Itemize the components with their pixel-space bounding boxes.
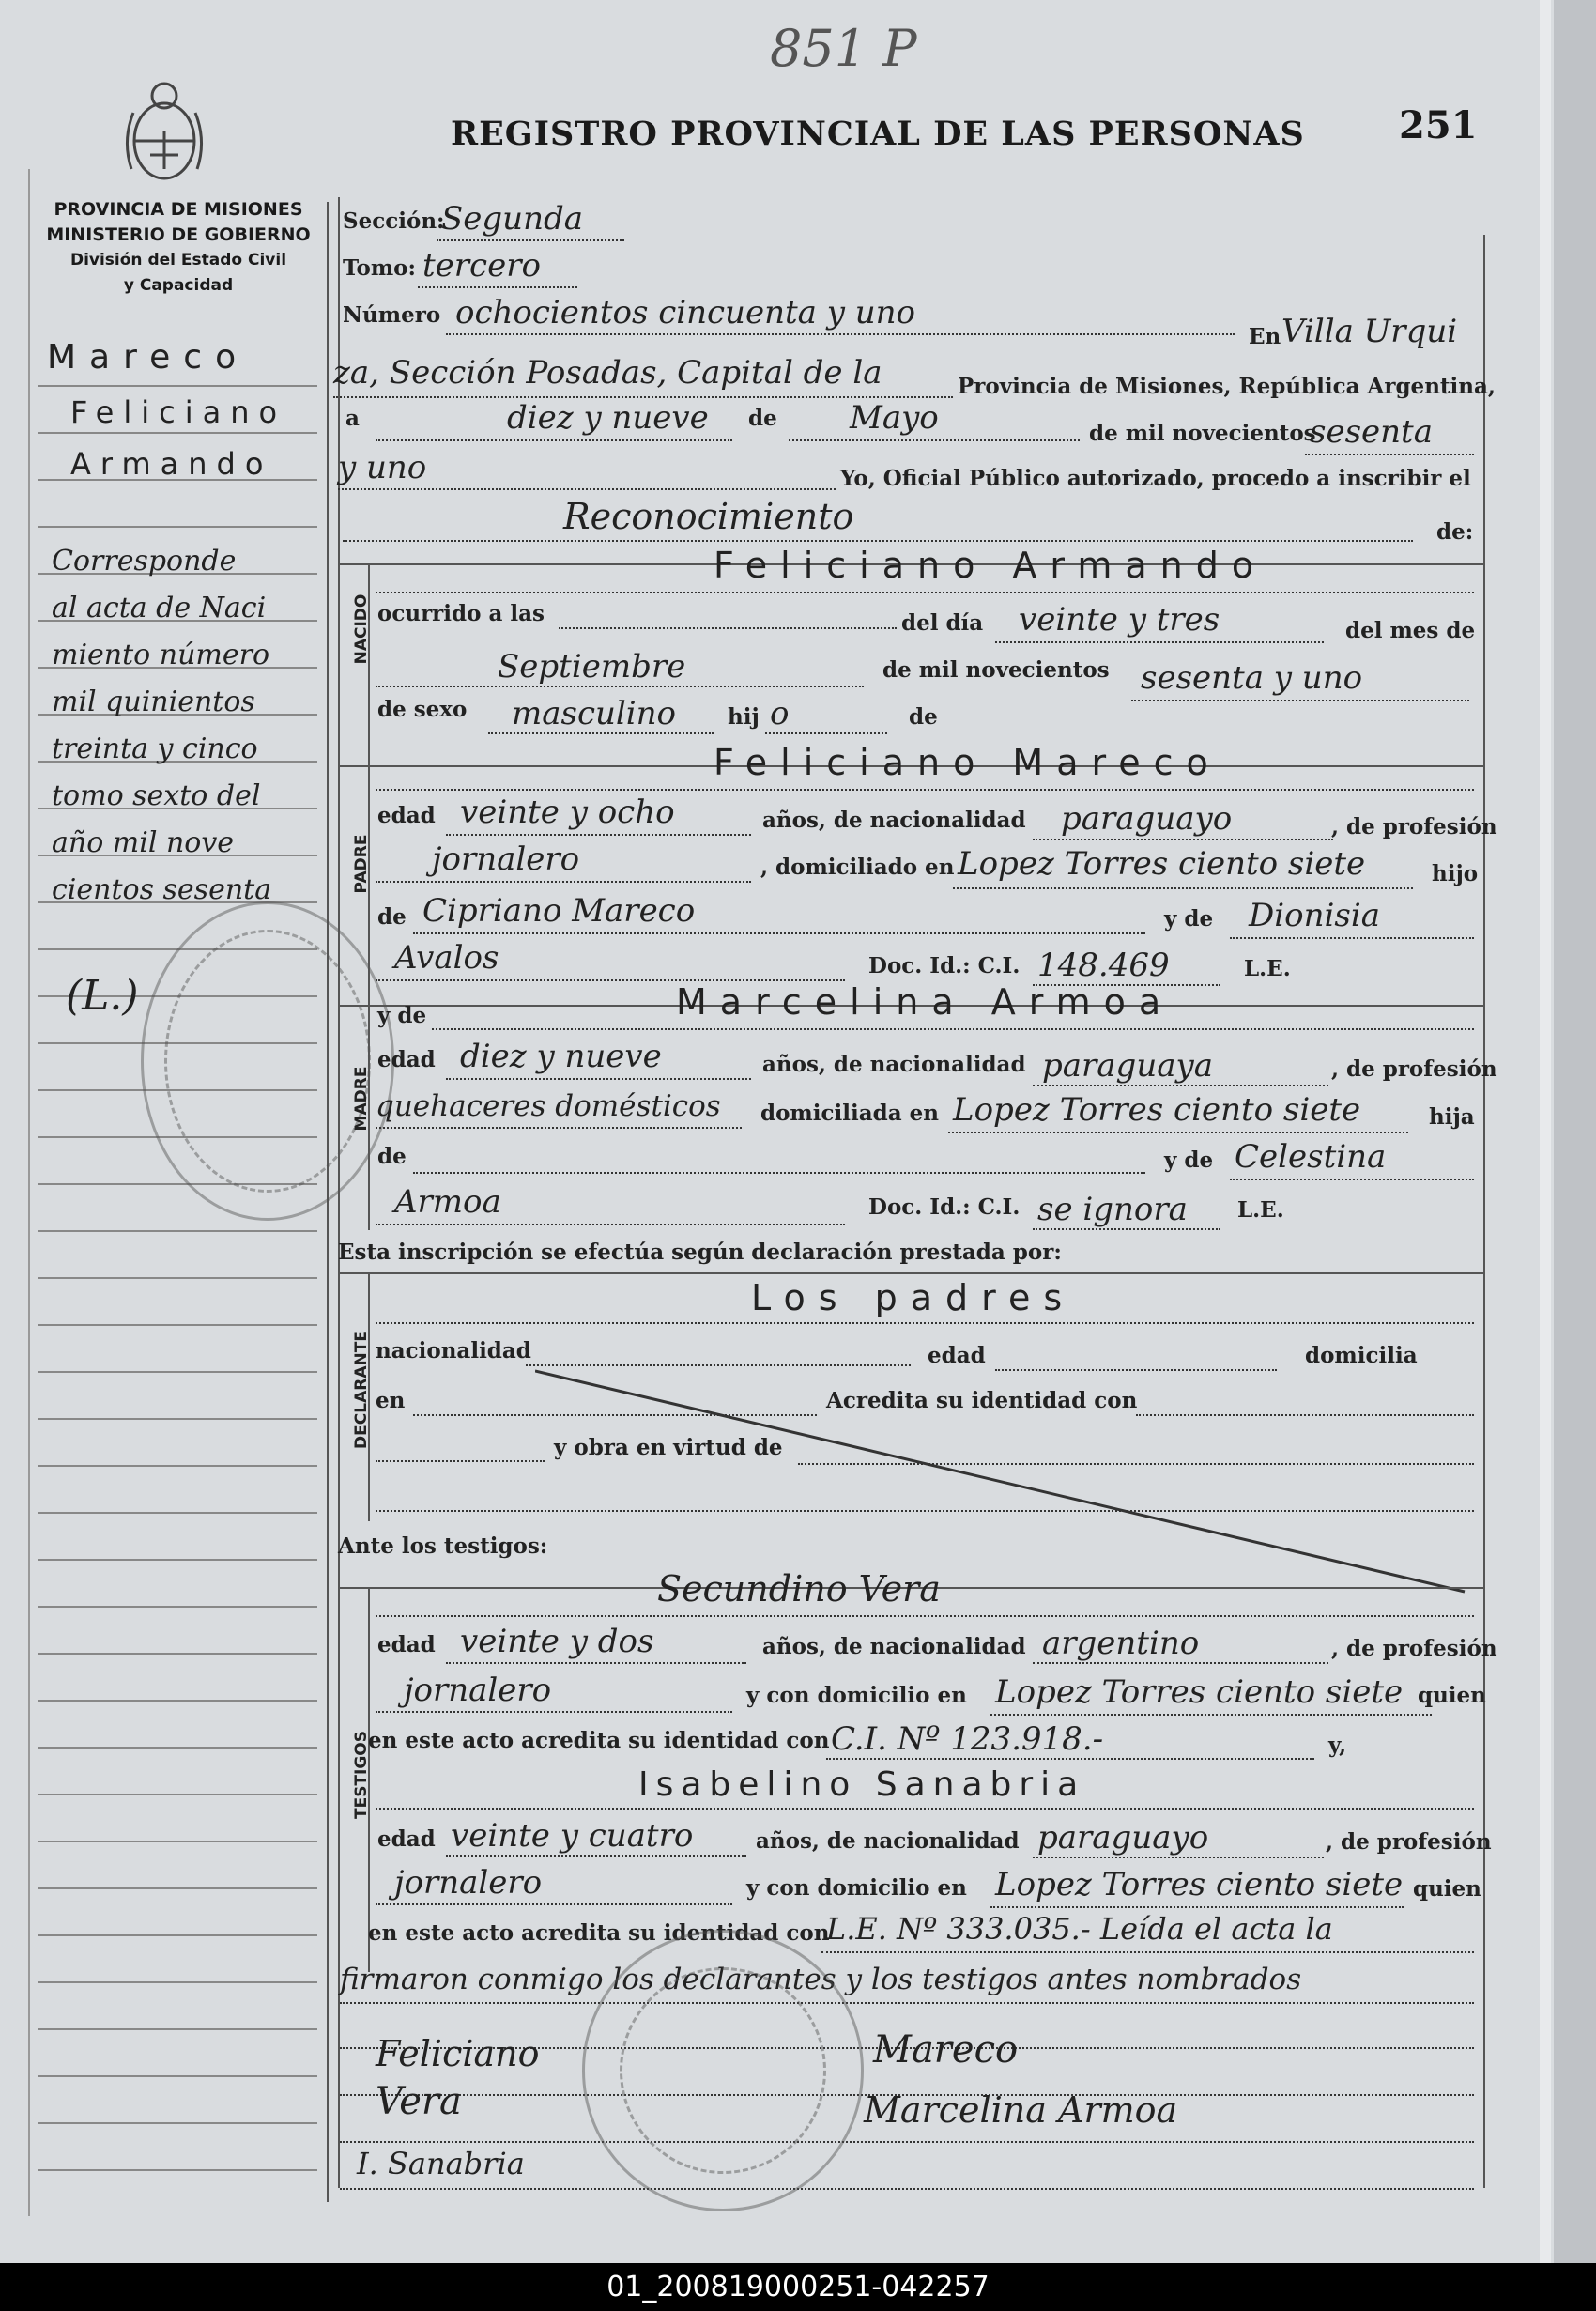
en-este-label: en este acto acredita su identidad con <box>368 1728 830 1753</box>
margin-note-line: tomo sexto del <box>52 779 261 812</box>
en-este-label: en este acto acredita su identidad con <box>368 1920 830 1946</box>
margin-note-line: treinta y cinco <box>52 732 258 765</box>
testigo1-name: Secundino Vera <box>657 1568 941 1610</box>
anios-nac-label: años, de nacionalidad <box>756 1828 1020 1854</box>
signature: Mareco <box>873 2028 1019 2072</box>
en2-label: en <box>376 1388 406 1413</box>
padre-name: Feliciano Mareco <box>714 742 1221 783</box>
del-mes-label: del mes de <box>1345 618 1476 643</box>
y-de-label: y de <box>1164 1148 1214 1173</box>
fill-line <box>437 239 624 241</box>
form-left-rule <box>338 197 340 2188</box>
lugar-value: za, Sección Posadas, Capital de la <box>333 354 882 392</box>
nacido-section-label: NACIDO <box>352 593 371 665</box>
fill-line <box>446 333 1235 335</box>
office-line: MINISTERIO DE GOBIERNO <box>46 224 311 245</box>
form-right-rule <box>1483 235 1485 2188</box>
hijo-label: hijo <box>1432 861 1479 886</box>
margin-note-line: año mil nove <box>52 826 235 859</box>
inscripcion-label: Esta inscripción se efectúa según declaración prestada por: <box>338 1240 1062 1265</box>
fill-line <box>413 932 1145 934</box>
en-value: Villa Urqui <box>1281 313 1458 350</box>
fill-line <box>376 1460 545 1462</box>
t2-id: L.E. Nº 333.035.- Leída el acta la <box>826 1911 1333 1947</box>
de-colon-label: de: <box>1436 519 1474 545</box>
fill-line <box>376 439 732 441</box>
de-label: de <box>377 1144 407 1169</box>
profesion-label: , de profesión <box>1326 1829 1492 1855</box>
fill-line <box>826 1758 1314 1760</box>
top-annotation: 851 P <box>770 19 917 78</box>
fill-line <box>1230 1179 1474 1180</box>
page-title: REGISTRO PROVINCIAL DE LAS PERSONAS <box>451 115 1305 153</box>
con-domicilio-label: y con domicilio en <box>746 1683 967 1708</box>
oficial-label: Yo, Oficial Público autorizado, procedo a inscribir el <box>840 466 1471 491</box>
page-edge <box>1540 0 1551 2263</box>
doc-id-label: Doc. Id.: C.I. <box>868 953 1021 978</box>
obra-label: y obra en virtud de <box>554 1435 783 1460</box>
y-label: y, <box>1328 1733 1347 1758</box>
fill-line <box>1033 1662 1328 1664</box>
de-label: de <box>377 904 407 930</box>
t1-edad: veinte y dos <box>460 1623 654 1660</box>
fill-line <box>376 1322 1474 1324</box>
fill-line <box>1131 700 1469 701</box>
del-dia-label: del día <box>901 610 984 636</box>
provincia-label: Provincia de Misiones, República Argentina, <box>958 374 1496 399</box>
fill-line <box>376 592 1474 593</box>
sexo-value: masculino <box>512 695 677 732</box>
fill-line <box>446 1078 751 1080</box>
fill-line <box>340 2141 1474 2143</box>
padre-nac: paraguayo <box>1061 800 1233 838</box>
left-border <box>28 169 30 2216</box>
de-label: y de <box>377 1003 427 1028</box>
fill-line <box>990 1906 1404 1908</box>
hij-label: hij <box>728 704 760 730</box>
anio-value-cont: y uno <box>338 449 427 486</box>
signature: I. Sanabria <box>357 2146 525 2181</box>
anio-nac-value: sesenta y uno <box>1141 659 1363 697</box>
cierre-text: firmaron conmigo los declarantes y los testigos antes nombrados <box>340 1963 1302 1996</box>
anios-nac-label: años, de nacionalidad <box>762 1052 1026 1077</box>
t1-prof: jornalero <box>404 1672 552 1709</box>
tomo-label: Tomo: <box>343 255 416 281</box>
profesion-label: , de profesión <box>1331 814 1497 840</box>
office-line: y Capacidad <box>123 276 234 295</box>
con-domicilio-label: y con domicilio en <box>746 1875 967 1901</box>
numero-value: ochocientos cincuenta y uno <box>455 294 915 331</box>
fill-line <box>995 641 1324 643</box>
fill-line <box>990 1714 1432 1716</box>
madre-dom: Lopez Torres ciento siete <box>953 1091 1361 1129</box>
folio-number: 251 <box>1399 103 1478 147</box>
fill-line <box>376 686 864 687</box>
tomo-value: tercero <box>422 247 541 285</box>
seal-stamp-inner <box>620 1967 826 2174</box>
t2-nac: paraguayo <box>1037 1819 1209 1857</box>
sexo-label: de sexo <box>377 697 468 722</box>
anio-value: sesenta <box>1310 413 1433 451</box>
padre-dom: Lopez Torres ciento siete <box>958 845 1366 883</box>
ocurrido-label: ocurrido a las <box>377 601 545 626</box>
de-label: de <box>748 406 777 431</box>
ante-label: Ante los testigos: <box>338 1533 548 1559</box>
mes-value: Mayo <box>850 399 939 437</box>
fill-line <box>446 834 751 836</box>
le-label: L.E. <box>1244 956 1291 981</box>
padre-prof: jornalero <box>432 840 580 878</box>
fill-line <box>432 1028 1474 1030</box>
section-rule <box>338 1272 1483 1274</box>
de-mil-label: de mil novecientos <box>1089 421 1316 446</box>
margin-note-line: miento número <box>52 639 270 671</box>
seal-stamp-inner <box>164 930 371 1193</box>
padre-ci: 148.469 <box>1037 947 1170 984</box>
padre-edad: veinte y ocho <box>460 793 675 831</box>
domiciliado-label: , domiciliado en <box>760 855 955 880</box>
margin-note-line: Corresponde <box>52 545 237 578</box>
acto-value: Reconocimiento <box>563 496 854 537</box>
edad-label: edad <box>377 1632 436 1657</box>
fill-line <box>446 1855 746 1857</box>
fill-line <box>789 439 1080 441</box>
fill-line <box>1033 1857 1324 1858</box>
madre-yde: Celestina <box>1235 1138 1387 1176</box>
fill-line <box>338 488 836 490</box>
edad-label: edad <box>377 803 436 828</box>
fill-line <box>340 2188 1474 2190</box>
t1-id: C.I. Nº 123.918.- <box>831 1720 1104 1758</box>
fill-line <box>1033 839 1333 840</box>
y-de-label: y de <box>1164 906 1214 932</box>
madre-prof: quehaceres domésticos <box>376 1089 721 1123</box>
madre-name: Marcelina Armoa <box>676 981 1174 1023</box>
mes-nac-value: Septiembre <box>498 648 686 686</box>
edad-label: edad <box>377 1826 436 1852</box>
hija-label: hija <box>1429 1104 1475 1130</box>
fill-line <box>376 1127 742 1129</box>
de-mil2-label: de mil novecientos <box>882 657 1110 683</box>
fill-line <box>821 1951 1474 1953</box>
madre-nac: paraguaya <box>1042 1047 1213 1085</box>
coat-of-arms-icon <box>122 75 207 193</box>
a-label: a <box>345 406 360 431</box>
signature: Feliciano <box>376 2033 540 2074</box>
doc-id-label: Doc. Id.: C.I. <box>868 1194 1021 1220</box>
fill-line <box>446 1662 746 1664</box>
t1-nac: argentino <box>1042 1625 1200 1662</box>
void-strike-line <box>535 1366 1474 1601</box>
fill-line <box>376 1808 1474 1810</box>
fill-line <box>376 1224 845 1225</box>
signature: Vera <box>376 2080 462 2123</box>
edad-label: edad <box>377 1047 436 1072</box>
fill-line <box>376 881 751 883</box>
le-label: L.E. <box>1237 1197 1284 1223</box>
fill-line <box>1230 937 1474 939</box>
domicilia-label: domicilia <box>1305 1343 1418 1368</box>
margin-surname: Mareco <box>47 338 250 377</box>
de2-label: de <box>909 704 938 730</box>
signature: Marcelina Armoa <box>864 2089 1178 2131</box>
seccion-value: Segunda <box>441 200 584 238</box>
page-edge-shadow <box>1554 0 1596 2263</box>
fill-line <box>413 1172 1145 1174</box>
t2-edad: veinte y cuatro <box>451 1817 694 1855</box>
fill-line <box>418 286 577 288</box>
office-block <box>38 197 319 299</box>
fill-line <box>1305 454 1474 455</box>
margin-note-line: mil quinientos <box>52 686 255 718</box>
quien-label: quien <box>1413 1876 1481 1902</box>
fill-line <box>376 789 1474 791</box>
declarante-section-label: DECLARANTE <box>352 1331 371 1449</box>
padre-yde: Dionisia <box>1249 897 1380 934</box>
numero-label: Número <box>343 302 441 328</box>
anios-nac-label: años, de nacionalidad <box>762 808 1026 833</box>
acredita-label: Acredita su identidad con <box>826 1388 1138 1413</box>
fill-line <box>488 732 714 734</box>
domiciliada-label: domiciliada en <box>760 1101 939 1126</box>
fill-line <box>343 540 1413 542</box>
testigo2-name: Isabelino Sanabria <box>638 1765 1086 1804</box>
fill-line <box>953 887 1413 889</box>
image-caption: 01_200819000251-042257 <box>0 2263 1596 2311</box>
fill-line <box>376 1615 1474 1617</box>
edad2-label: edad <box>928 1343 986 1368</box>
padre-yde-cont: Avalos <box>394 939 499 977</box>
fill-line <box>376 1711 732 1713</box>
margin-initial-signature: (L.) <box>66 972 139 1020</box>
testigos-section-label: TESTIGOS <box>352 1730 371 1820</box>
nacionalidad-label: nacionalidad <box>376 1338 531 1363</box>
dia-nac-value: veinte y tres <box>1019 601 1220 639</box>
fill-line <box>1033 1228 1220 1230</box>
margin-given-name: Armando <box>70 446 273 482</box>
padre-section-label: PADRE <box>352 834 371 894</box>
margin-note-line: cientos sesenta <box>52 873 272 906</box>
fill-line <box>333 396 953 398</box>
fill-line <box>559 627 897 629</box>
quien-label: quien <box>1418 1683 1486 1708</box>
dia-value: diez y nueve <box>507 399 709 437</box>
madre-yde-cont: Armoa <box>394 1183 501 1221</box>
fill-line <box>340 2002 1474 2004</box>
t1-dom: Lopez Torres ciento siete <box>995 1673 1404 1711</box>
declarantes-value: Los padres <box>751 1277 1076 1318</box>
margin-given-name: Feliciano <box>70 394 287 430</box>
office-line: División del Estado Civil <box>69 251 287 270</box>
profesion-label: , de profesión <box>1331 1056 1497 1082</box>
madre-ci: se ignora <box>1037 1191 1188 1228</box>
fill-line <box>1033 1085 1328 1086</box>
madre-section-label: MADRE <box>352 1066 371 1132</box>
padre-de: Cipriano Mareco <box>422 892 696 930</box>
madre-edad: diez y nueve <box>460 1038 662 1075</box>
anios-nac-label: años, de nacionalidad <box>762 1634 1026 1659</box>
t2-prof: jornalero <box>394 1864 543 1902</box>
fill-line <box>376 1903 732 1905</box>
office-line: PROVINCIA DE MISIONES <box>54 199 303 220</box>
inscripto-name: Feliciano Armando <box>714 545 1267 586</box>
profesion-label: , de profesión <box>1331 1636 1497 1661</box>
fill-line <box>765 732 887 734</box>
margin-note-line: al acta de Naci <box>52 592 267 624</box>
en-label: En <box>1249 324 1281 349</box>
seccion-label: Sección: <box>343 208 445 234</box>
hij-suffix: o <box>770 695 790 732</box>
fill-line <box>948 1132 1408 1133</box>
t2-dom: Lopez Torres ciento siete <box>995 1866 1404 1903</box>
